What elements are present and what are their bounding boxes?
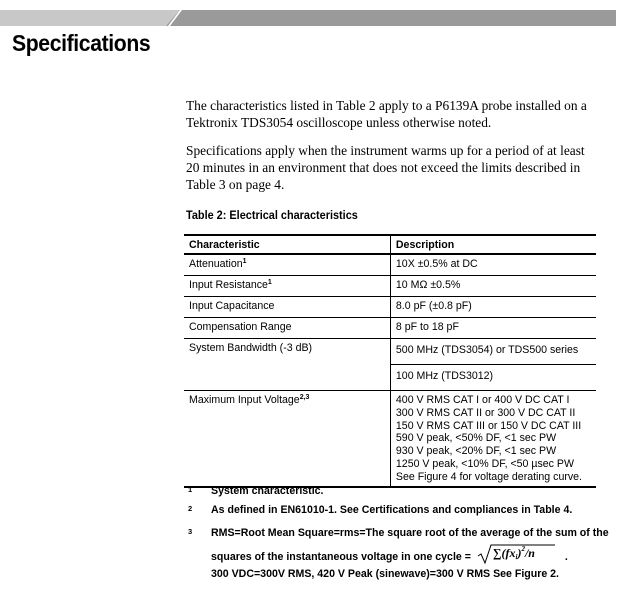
cell-description: 500 MHz (TDS3054) or TDS500 series xyxy=(390,339,596,365)
formula-sub: i xyxy=(515,553,518,561)
table-row xyxy=(184,318,596,339)
table-header-row xyxy=(184,235,596,254)
header-bar-dark-segment xyxy=(166,10,616,26)
table-row xyxy=(184,391,596,487)
column-header-characteristic: Characteristic xyxy=(184,235,390,254)
footnote-mark: 2 xyxy=(188,504,193,513)
cell-description xyxy=(390,391,596,487)
formula-exp: 2 xyxy=(521,545,525,553)
intro-paragraph-1: The characteristics listed in Table 2 apply to a P6139A probe installed on a Tektronix TDS3054 oscilloscope unless otherwise noted. xyxy=(186,98,587,130)
footnote-text: RMS=Root Mean Square=rms=The square root of the average of the sum of the xyxy=(211,527,609,539)
table-row xyxy=(184,254,596,276)
characteristic-label: Maximum Input Voltage xyxy=(189,394,300,406)
cell-characteristic xyxy=(184,254,390,276)
characteristic-label: Input Resistance xyxy=(189,279,268,291)
cell-description: 100 MHz (TDS3012) xyxy=(390,365,596,391)
voltage-spec-line: See Figure 4 for voltage derating curve. xyxy=(395,470,582,483)
cell-characteristic: Input Capacitance xyxy=(184,297,390,318)
formula-sum: ∑ xyxy=(492,546,502,560)
intro-paragraph-2: Specifications apply when the instrument warms up for a period of at least 20 minutes in an environment that does not exceed the limits described in Table 3 on page 4. xyxy=(186,143,585,192)
voltage-spec-line: 150 V RMS CAT III or 150 V DC CAT III xyxy=(395,419,582,432)
cell-characteristic: System Bandwidth (-3 dB) xyxy=(184,339,390,391)
cell-description: 8.0 pF (±0.8 pF) xyxy=(390,297,596,318)
cell-description: 10X ±0.5% at DC xyxy=(390,254,596,276)
header-bar xyxy=(0,10,616,26)
table-row xyxy=(184,339,596,365)
characteristic-label: Attenuation xyxy=(189,258,243,270)
footnote-ref: 1 xyxy=(242,258,247,265)
cell-characteristic xyxy=(184,276,390,297)
voltage-spec-line: 930 V peak, <20% DF, <1 sec PW xyxy=(395,445,557,458)
footnote-mark: 3 xyxy=(188,527,193,536)
cell-characteristic: Compensation Range xyxy=(184,318,390,339)
footnote-ref: 2,3 xyxy=(299,394,310,401)
table-row xyxy=(184,276,596,297)
cell-description: 10 MΩ ±0.5% xyxy=(390,276,596,297)
formula-var: (fx xyxy=(501,546,516,560)
formula-div: /n xyxy=(524,546,535,560)
footnote-mark: 1 xyxy=(188,485,193,494)
footnote-text: squares of the instantaneous voltage in one cycle = xyxy=(211,551,471,563)
header-bar-light-segment xyxy=(0,10,180,26)
voltage-spec-line: 400 V RMS CAT I or 400 V DC CAT I xyxy=(395,394,570,406)
page-title: Specifications xyxy=(12,30,151,56)
voltage-spec-line: 300 V RMS CAT II or 300 V DC CAT II xyxy=(395,406,576,419)
cell-characteristic xyxy=(184,391,390,487)
column-header-description: Description xyxy=(390,235,596,254)
footnote-text: 300 VDC=300V RMS, 420 V Peak (sinewave)=300 V RMS See Figure 2. xyxy=(211,568,560,580)
footnote-text: As defined in EN61010-1. See Certifications and compliances in Table 4. xyxy=(211,504,573,516)
formula-close: ) xyxy=(517,546,522,560)
electrical-characteristics-table xyxy=(184,234,596,488)
table-row xyxy=(184,297,596,318)
footnote-ref: 1 xyxy=(267,279,272,286)
voltage-spec-line: 1250 V peak, <10% DF, <50 µsec PW xyxy=(395,457,574,470)
rms-formula xyxy=(477,546,557,564)
footnote-text: . xyxy=(564,551,568,563)
table-caption: Table 2: Electrical characteristics xyxy=(186,209,358,222)
cell-description: 8 pF to 18 pF xyxy=(390,318,596,339)
footnote-text: System characteristic. xyxy=(211,485,324,497)
voltage-spec-line: 590 V peak, <50% DF, <1 sec PW xyxy=(395,432,557,445)
